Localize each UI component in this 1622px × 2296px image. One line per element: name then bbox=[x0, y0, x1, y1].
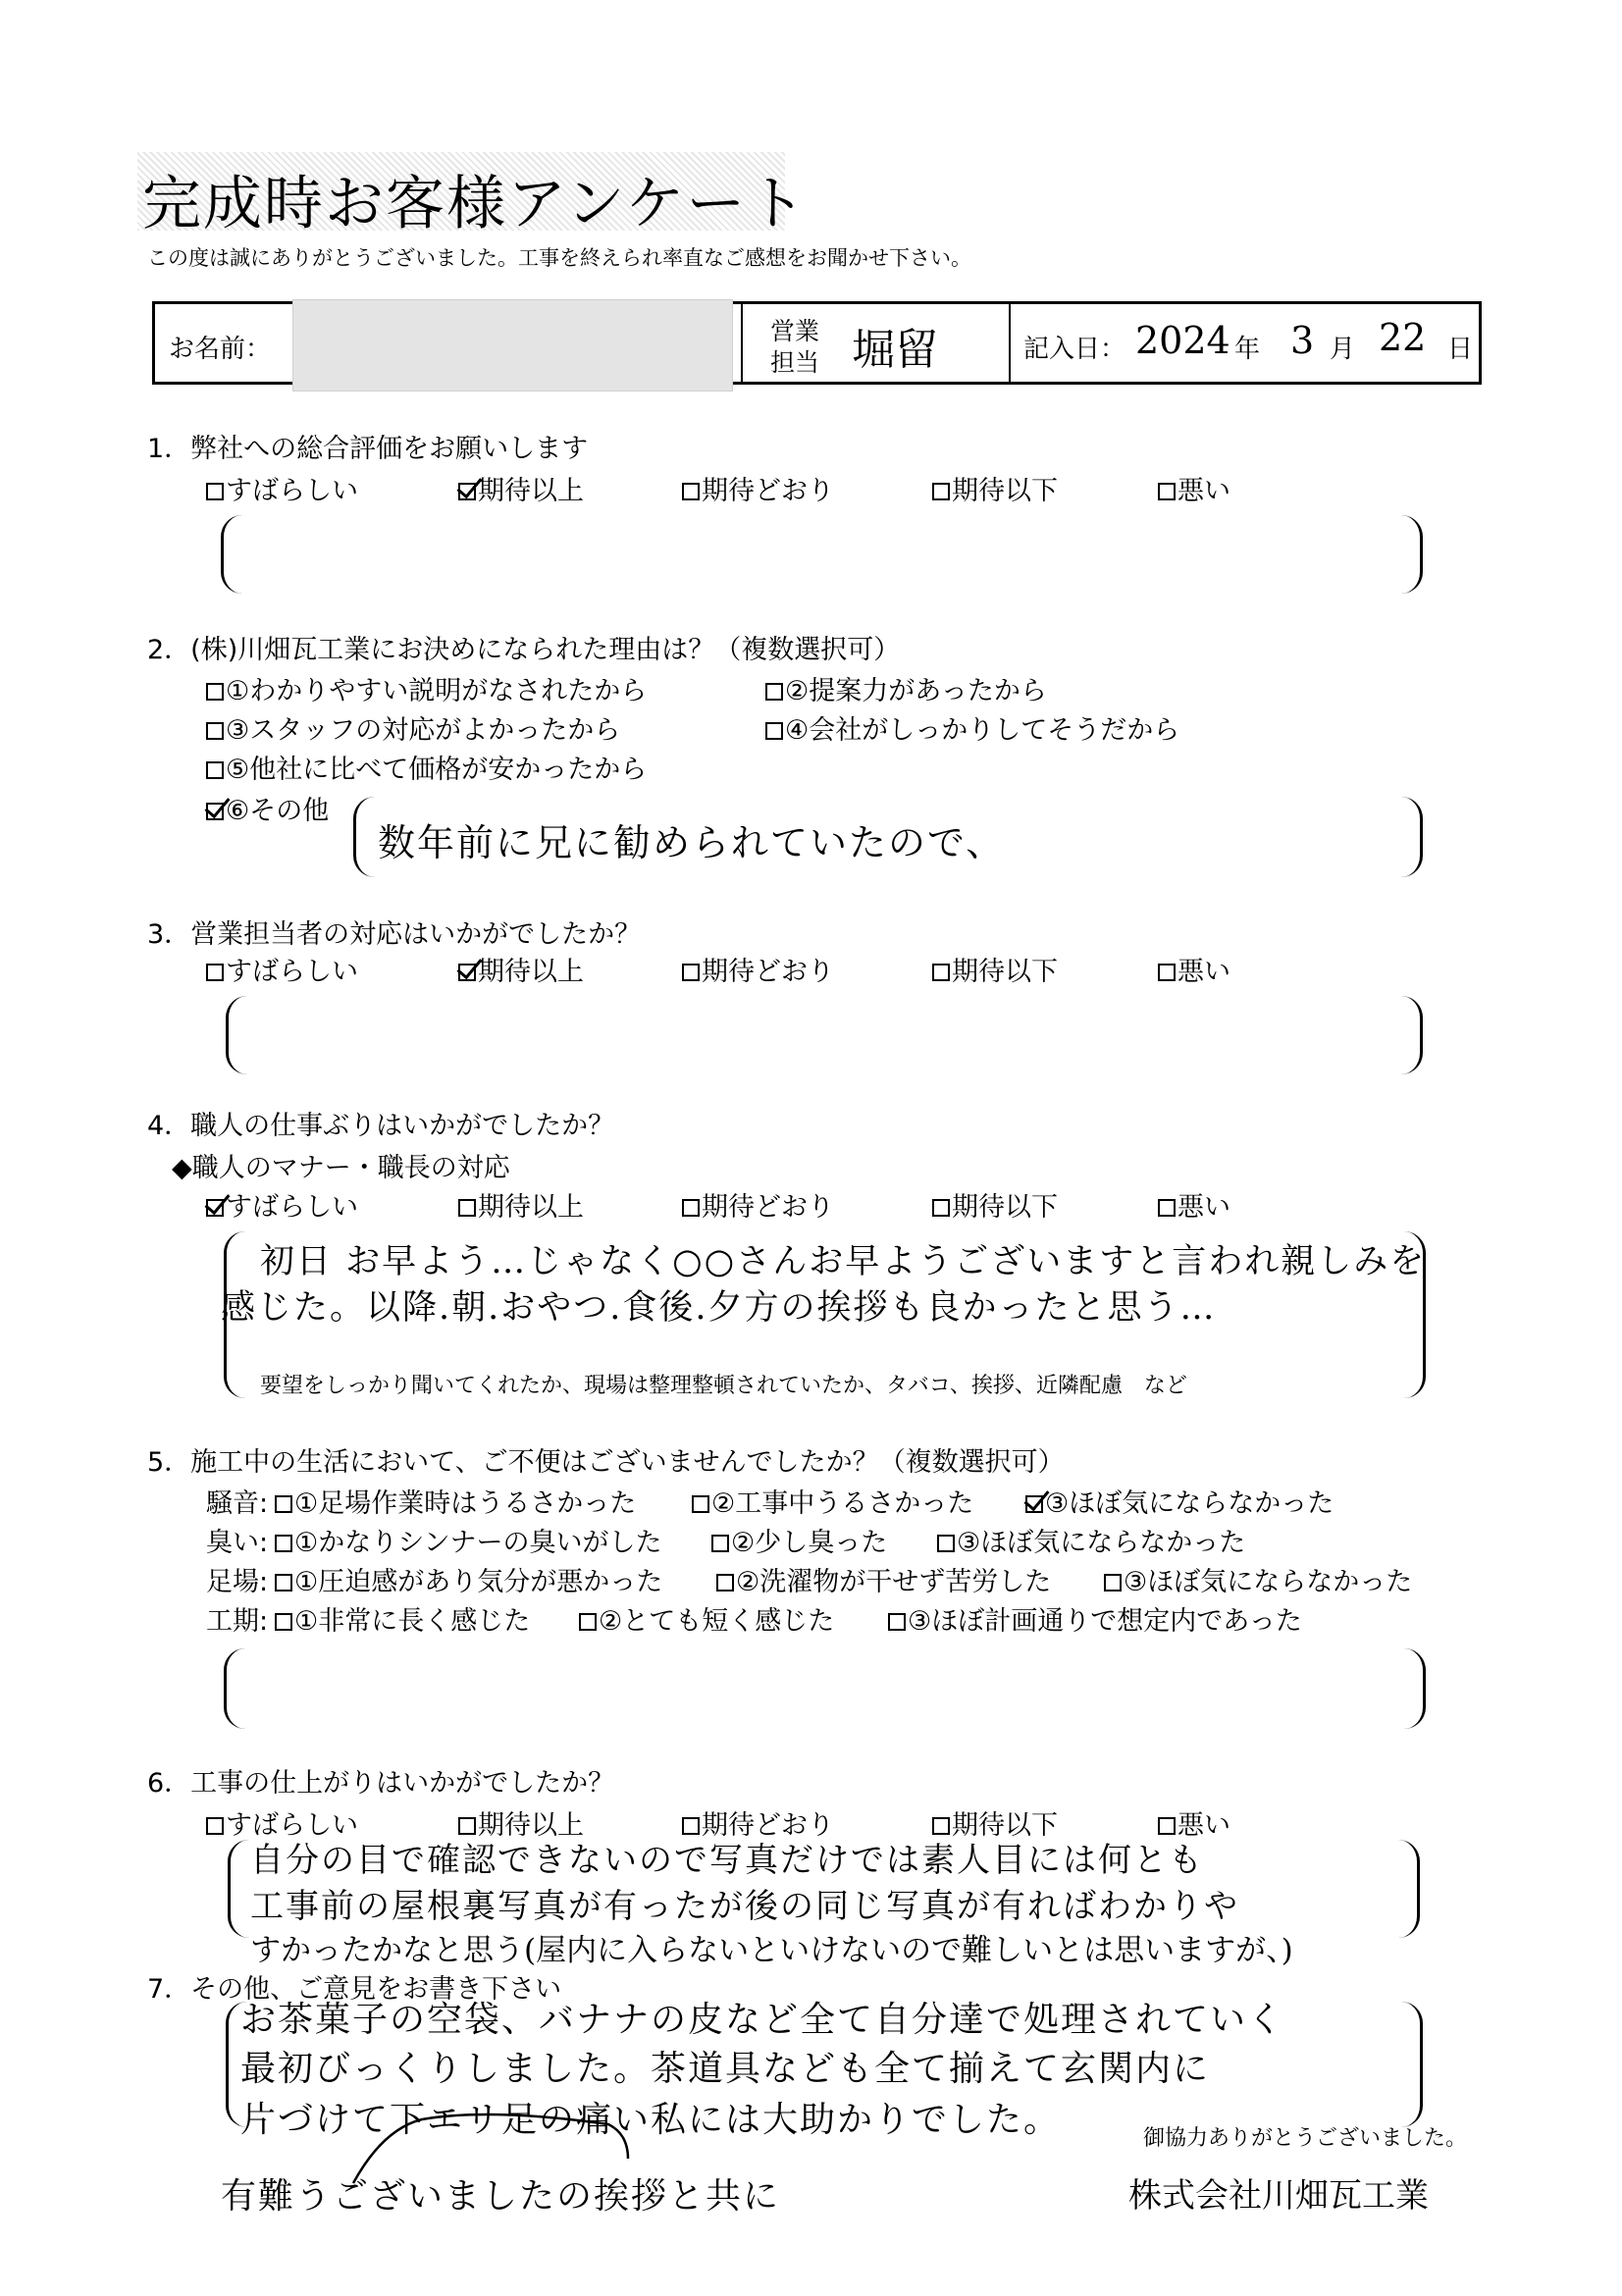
q6-handwritten-line-2: 工事前の屋根裏写真が有ったが後の同じ写真が有ればわかりや bbox=[250, 1887, 1239, 1926]
checkbox[interactable] bbox=[932, 1199, 950, 1217]
q5-option[interactable]: ①足場作業時はうるさかった bbox=[275, 1482, 636, 1520]
checkbox[interactable] bbox=[692, 1495, 709, 1513]
q2-option[interactable]: ③スタッフの対応がよかったから bbox=[206, 708, 620, 747]
checkbox[interactable] bbox=[275, 1495, 292, 1513]
sales-label: 営業 bbox=[770, 317, 820, 345]
checkbox[interactable] bbox=[206, 1817, 224, 1835]
q5-option[interactable]: ②洗濯物が干せず苦労した bbox=[716, 1560, 1051, 1598]
q1-option[interactable]: すばらしい bbox=[206, 469, 358, 507]
question-4-subtitle: ◆職人のマナー・職長の対応 bbox=[172, 1153, 510, 1183]
q7-handwritten-line-2: 最初びっくりしました。茶道具なども全て揃えて玄関内に bbox=[240, 2049, 1211, 2089]
q4-hint: 要望をしっかり聞いてくれたか、現場は整理整頓されていたか、タバコ、挨拶、近隣配慮 など bbox=[260, 1374, 1187, 1398]
q5-period-label: 工期: bbox=[206, 1606, 269, 1637]
q3-option[interactable]: 期待どおり bbox=[682, 950, 834, 988]
question-5-title: 5．施工中の生活において、ご不便はございませんでしたか？（複数選択可） bbox=[147, 1447, 1065, 1478]
checkbox[interactable] bbox=[206, 761, 224, 779]
company-name: 株式会社川畑瓦工業 bbox=[1128, 2176, 1429, 2216]
checkbox[interactable] bbox=[275, 1613, 292, 1631]
q5-option[interactable]: ③ほぼ計画通りで想定内であった bbox=[888, 1599, 1302, 1638]
q7-handwritten-line-1: お茶菓子の空袋、バナナの皮など全て自分達で処理されていく bbox=[240, 2000, 1285, 2040]
q4-option[interactable]: 期待以上 bbox=[458, 1185, 584, 1224]
q4-option[interactable]: 期待以下 bbox=[932, 1185, 1058, 1224]
q1-comment-box[interactable] bbox=[221, 515, 1423, 594]
q3-option[interactable]: 悪い bbox=[1158, 950, 1230, 988]
q7-handwritten-line-4: 有難うございましたの挨拶と共に bbox=[221, 2176, 781, 2217]
question-4-title: 4．職人の仕事ぶりはいかがでしたか？ bbox=[147, 1111, 615, 1141]
q1-option[interactable]: 悪い bbox=[1158, 469, 1230, 507]
page-title: 完成時お客様アンケート bbox=[142, 170, 809, 238]
q2-option[interactable]: ⑥その他 bbox=[206, 789, 329, 827]
insertion-mark bbox=[334, 2110, 648, 2188]
q4-handwritten-line-2: 感じた。以降.朝.おやつ.食後.夕方の挨拶も良かったと思う… bbox=[221, 1288, 1217, 1328]
q6-option[interactable]: すばらしい bbox=[206, 1803, 358, 1842]
question-6-title: 6．工事の仕上がりはいかがでしたか？ bbox=[147, 1768, 615, 1799]
checkbox-checked[interactable] bbox=[206, 1199, 224, 1217]
q5-option[interactable]: ②工事中うるさかった bbox=[692, 1482, 973, 1520]
sales-person-name: 堀留 bbox=[852, 325, 938, 375]
checkbox[interactable] bbox=[275, 1574, 292, 1592]
date-year: 2024 bbox=[1135, 319, 1230, 362]
q5-noise-label: 騒音: bbox=[206, 1488, 269, 1519]
q6-handwritten-line-1: 自分の目で確認できないので写真だけでは素人目には何とも bbox=[250, 1841, 1204, 1880]
date-label: 記入日： bbox=[1023, 335, 1126, 364]
month-label: 月 bbox=[1330, 335, 1356, 364]
q5-scaffold-label: 足場: bbox=[206, 1567, 269, 1597]
q1-option[interactable]: 期待以上 bbox=[458, 469, 584, 507]
checkbox[interactable] bbox=[206, 483, 224, 500]
name-field-redacted bbox=[292, 299, 733, 391]
question-3-title: 3．営業担当者の対応はいかがでしたか？ bbox=[147, 919, 642, 950]
q5-option[interactable]: ③ほぼ気にならなかった bbox=[1025, 1482, 1334, 1520]
checkbox[interactable] bbox=[206, 722, 224, 740]
q6-option[interactable]: 期待以上 bbox=[458, 1803, 584, 1842]
q4-option[interactable]: 期待どおり bbox=[682, 1185, 834, 1224]
question-2-title: 2．(株)川畑瓦工業にお決めになられた理由は？（複数選択可） bbox=[147, 635, 901, 665]
checkbox[interactable] bbox=[206, 683, 224, 701]
intro-text: この度は誠にありがとうございました。工事を終えられ率直なご感想をお聞かせ下さい。 bbox=[147, 246, 971, 270]
checkbox[interactable] bbox=[932, 483, 950, 500]
question-7-title: 7．その他、ご意見をお書き下さい bbox=[147, 1974, 562, 2005]
checkbox[interactable] bbox=[1158, 964, 1176, 981]
checkbox-checked[interactable] bbox=[458, 483, 476, 500]
checkbox[interactable] bbox=[1158, 483, 1176, 500]
year-label: 年 bbox=[1234, 335, 1261, 364]
day-label: 日 bbox=[1447, 335, 1474, 364]
checkbox[interactable] bbox=[458, 1199, 476, 1217]
thanks-text: 御協力ありがとうございました。 bbox=[1143, 2126, 1468, 2151]
q5-option[interactable]: ①かなりシンナーの臭いがした bbox=[275, 1521, 662, 1559]
checkbox-checked[interactable] bbox=[206, 803, 224, 820]
divider bbox=[741, 304, 743, 382]
q4-option[interactable]: 悪い bbox=[1158, 1185, 1230, 1224]
checkbox[interactable] bbox=[711, 1535, 729, 1552]
checkbox[interactable] bbox=[937, 1535, 955, 1552]
q2-option[interactable]: ②提案力があったから bbox=[765, 669, 1047, 707]
q5-option[interactable]: ②少し臭った bbox=[711, 1521, 887, 1559]
q5-smell-label: 臭い: bbox=[206, 1528, 269, 1558]
q3-option[interactable]: すばらしい bbox=[206, 950, 358, 988]
checkbox[interactable] bbox=[1104, 1574, 1122, 1592]
q5-option[interactable]: ①非常に長く感じた bbox=[275, 1599, 530, 1638]
checkbox[interactable] bbox=[682, 1199, 700, 1217]
q2-handwritten-comment: 数年前に兄に勧められていたので、 bbox=[378, 821, 1006, 864]
checkbox[interactable] bbox=[765, 722, 783, 740]
q2-option[interactable]: ⑤他社に比べて価格が安かったから bbox=[206, 748, 647, 786]
checkbox[interactable] bbox=[682, 483, 700, 500]
checkbox[interactable] bbox=[1158, 1199, 1176, 1217]
checkbox[interactable] bbox=[579, 1613, 597, 1631]
q2-option[interactable]: ①わかりやすい説明がなされたから bbox=[206, 669, 647, 707]
q3-option[interactable]: 期待以下 bbox=[932, 950, 1058, 988]
q7-handwritten-line-3: 片づけて下エリ足の痛い私には大助かりでした。 bbox=[240, 2100, 1062, 2140]
q5-option[interactable]: ③ほぼ気にならなかった bbox=[1104, 1560, 1412, 1598]
question-1-title: 1．弊社への総合評価をお願いします bbox=[147, 434, 589, 464]
checkbox[interactable] bbox=[682, 964, 700, 981]
q5-option[interactable]: ①圧迫感があり気分が悪かった bbox=[275, 1560, 662, 1598]
checkbox-checked[interactable] bbox=[1025, 1495, 1043, 1513]
date-day: 22 bbox=[1379, 316, 1427, 359]
q6-option[interactable]: 期待どおり bbox=[682, 1803, 834, 1842]
checkbox-checked[interactable] bbox=[458, 964, 476, 981]
checkbox[interactable] bbox=[765, 683, 783, 701]
q6-option[interactable]: 悪い bbox=[1158, 1803, 1230, 1842]
name-label: お名前： bbox=[169, 335, 272, 364]
q3-comment-box[interactable] bbox=[226, 996, 1423, 1074]
checkbox[interactable] bbox=[275, 1535, 292, 1552]
q1-option[interactable]: 期待どおり bbox=[682, 469, 834, 507]
checkbox[interactable] bbox=[206, 964, 224, 981]
q6-option[interactable]: 期待以下 bbox=[932, 1803, 1058, 1842]
q2-option[interactable]: ④会社がしっかりしてそうだから bbox=[765, 708, 1179, 747]
q3-option[interactable]: 期待以上 bbox=[458, 950, 584, 988]
sales-label: 担当 bbox=[770, 348, 820, 377]
q5-option[interactable]: ②とても短く感じた bbox=[579, 1599, 834, 1638]
q5-comment-box[interactable] bbox=[224, 1648, 1426, 1729]
q4-option[interactable]: すばらしい bbox=[206, 1185, 358, 1224]
checkbox[interactable] bbox=[716, 1574, 734, 1592]
checkbox[interactable] bbox=[888, 1613, 906, 1631]
q4-handwritten-line-1: 初日 お早よう…じゃなく○○さんお早ようございますと言われ親しみを bbox=[260, 1242, 1427, 1281]
date-month: 3 bbox=[1290, 319, 1315, 362]
q5-option[interactable]: ③ほぼ気にならなかった bbox=[937, 1521, 1245, 1559]
q6-handwritten-line-3: すかったかなと思う(屋内に入らないといけないので難しいとは思いますが、) bbox=[250, 1933, 1293, 1968]
checkbox[interactable] bbox=[932, 964, 950, 981]
q1-option[interactable]: 期待以下 bbox=[932, 469, 1058, 507]
divider bbox=[1009, 304, 1011, 382]
